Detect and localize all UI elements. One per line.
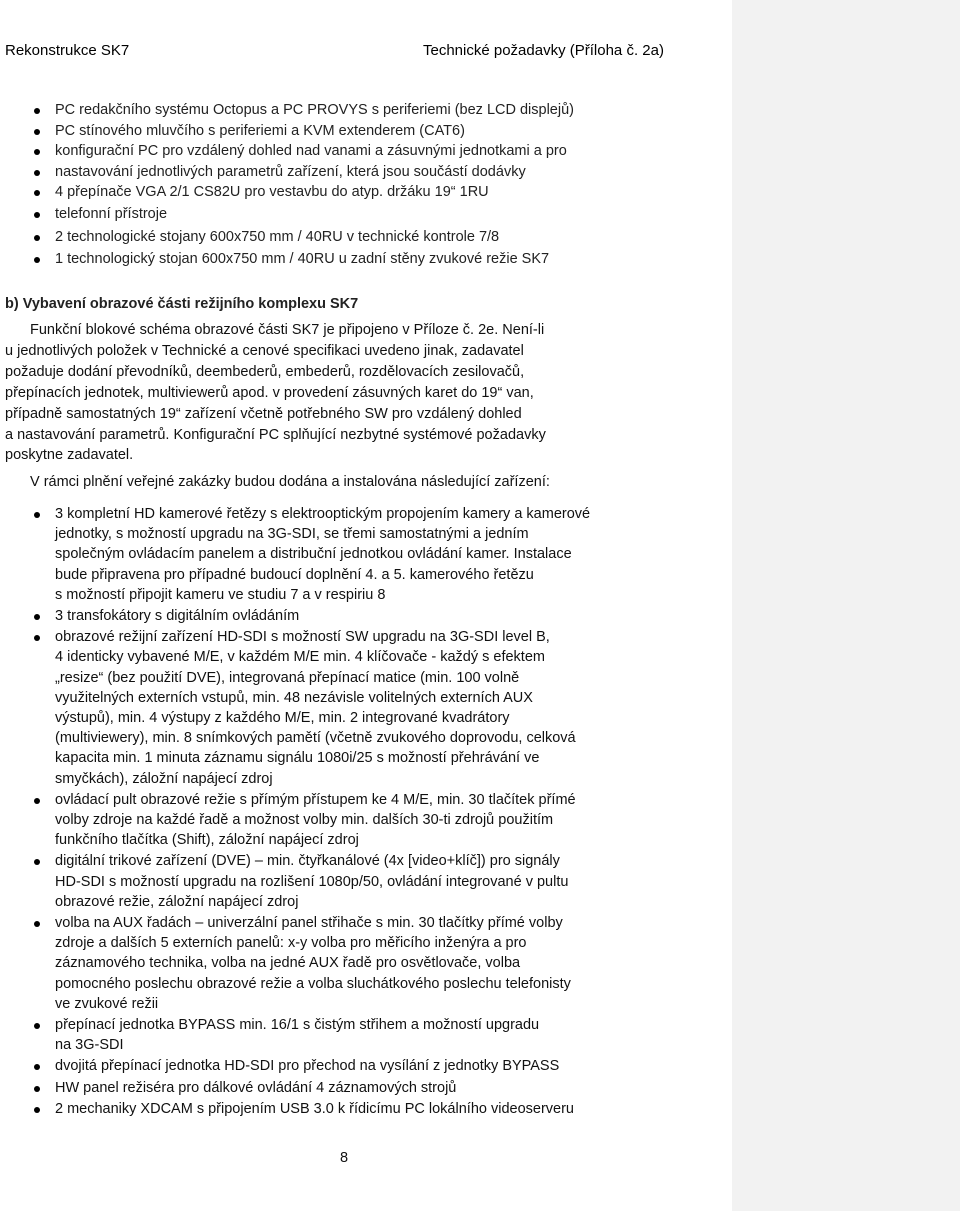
list-item [30,913,590,1014]
list-item-line: kapacita min. 1 minuta záznamu signálu 1080i/25 s možností přehrávání ve [55,750,540,767]
list-item-line: (multiviewery), min. 8 snímkových pamětí (včetně zvukového doprovodu, celková [55,730,576,747]
list-item-line: dvojitá přepínací jednotka HD-SDI pro přechod na vysílání z jednotky BYPASS [55,1058,560,1075]
list-item [30,1099,590,1119]
paragraph-line: Funkční blokové schéma obrazové části SK7 je připojeno v Příloze č. 2e. Není-li [30,322,545,338]
list-item [30,606,590,626]
list-item-line: pomocného poslechu obrazové režie a volba sluchátkového poslechu telefonisty [55,975,571,992]
list-item: PC stínového mluvčího s periferiemi a KVM extenderem (CAT6) [30,121,574,142]
list-item: nastavování jednotlivých parametrů zařízení, která jsou součástí dodávky [30,162,574,183]
list-item-line: „resize“ (bez použití DVE), integrovaná přepínací matice (min. 100 volně [55,669,520,686]
comment-sidebar [732,0,960,1211]
list-item-line: výstupů), min. 4 výstupy z každého M/E, min. 2 integrované kvadrátory [55,710,510,727]
paragraph-line: u jednotlivých položek v Technické a cenové specifikaci uvedeno jinak, zadavatel [5,342,524,359]
page-number: 8 [340,1150,349,1166]
list-item-line: bude připravena pro případné budoucí doplnění 4. a 5. kamerového řetězu [55,566,534,583]
list-item [30,504,590,605]
page-header [0,40,728,70]
list-item: 1 technologický stojan 600x750 mm / 40RU u zadní stěny zvukové režie SK7 [30,248,574,271]
list-item-line: společným ovládacím panelem a distribuční jednotkou ovládání kamer. Instalace [55,546,572,563]
list-item-line: jednotky, s možností upgradu na 3G-SDI, se třemi samostatnými a jedním [55,526,529,543]
section-heading: b) Vybavení obrazové části režijního komplexu SK7 [5,296,359,312]
list-item-line: 3 transfokátory s digitálním ovládáním [55,608,300,625]
list-item-line: smyčkách), záložní napájecí zdroj [55,770,273,787]
list-item [30,627,590,789]
list-item-line: funkčního tlačítka (Shift), záložní napájecí zdroj [55,832,359,849]
list-item [30,1015,590,1055]
list-item-line: 2 mechaniky XDCAM s připojením USB 3.0 k řídicímu PC lokálního videoserveru [55,1100,574,1117]
list-item-line: volby zdroje na každé řadě a možnost volby min. dalších 30-ti zdrojů použitím [55,812,554,829]
list-item: konfigurační PC pro vzdálený dohled nad vanami a zásuvnými jednotkami a pro [30,141,574,162]
list-item [30,1078,590,1098]
list-item-line: s možností připojit kameru ve studiu 7 a v respiriu 8 [55,586,386,603]
list-item: telefonní přístroje [30,203,574,226]
list-intro: V rámci plnění veřejné zakázky budou dodána a instalována následující zařízení: [30,474,550,490]
paragraph-line: požaduje dodání převodníků, deembederů, embederů, rozdělovacích zesilovačů, [5,363,525,380]
list-item-line: 4 identicky vybavené M/E, v každém M/E min. 4 klíčovače - každý s efektem [55,649,545,666]
list-item-line: ovládací pult obrazové režie s přímým přístupem ke 4 M/E, min. 30 tlačítek přímé [55,791,576,808]
list-item [30,851,590,912]
header-document-title: Technické požadavky (Příloha č. 2a) [423,42,664,59]
list-item: 4 přepínače VGA 2/1 CS82U pro vestavbu do atyp. držáku 19“ 1RU [30,182,574,203]
list-item-line: využitelných externích vstupů, min. 48 nezávisle volitelných externích AUX [55,689,533,706]
list-item-line: záznamového technika, volba na jedné AUX řadě pro osvětlovače, volba [55,955,521,972]
paragraph-line: poskytne zadavatel. [5,447,134,464]
list-item-line: na 3G-SDI [55,1037,124,1054]
list-item [30,1056,590,1076]
paragraph-line: přepínacích jednotek, multiviewerů apod. v provedení zásuvných karet do 19“ van, [5,384,534,401]
equipment-list-a [30,100,574,271]
list-item: PC redakčního systému Octopus a PC PROVYS s periferiemi (bez LCD displejů) [30,100,574,121]
list-item-line: ve zvukové režii [55,995,159,1012]
list-item-line: digitální trikové zařízení (DVE) – min. čtyřkanálové (4x [video+klíč]) pro signály [55,853,560,870]
equipment-list-b [30,504,590,1119]
section-paragraph [5,320,546,466]
list-item-line: HD-SDI s možností upgradu na rozlišení 1080p/50, ovládání integrované v pultu [55,873,569,890]
header-project-title: Rekonstrukce SK7 [5,42,130,59]
list-item-line: volba na AUX řadách – univerzální panel střihače s min. 30 tlačítky přímé volby [55,915,563,932]
list-item-line: obrazové režijní zařízení HD-SDI s možností SW upgradu na 3G-SDI level B, [55,629,550,646]
list-item: 2 technologické stojany 600x750 mm / 40RU v technické kontrole 7/8 [30,226,574,249]
paragraph-line: a nastavování parametrů. Konfigurační PC splňující nezbytné systémové požadavky [5,426,546,443]
list-item-line: zdroje a dalších 5 externích panelů: x-y volba pro měřicího inženýra a pro [55,935,527,952]
list-item-line: 3 kompletní HD kamerové řetězy s elektrooptickým propojením kamery a kamerové [55,506,591,522]
list-item [30,790,590,851]
list-item-line: HW panel režiséra pro dálkové ovládání 4 záznamových strojů [55,1079,457,1096]
list-item-line: obrazové režie, záložní napájecí zdroj [55,893,299,910]
paragraph-line: případně samostatných 19“ zařízení včetně potřebného SW pro vzdálený dohled [5,405,522,422]
list-item-line: přepínací jednotka BYPASS min. 16/1 s čistým střihem a možností upgradu [55,1017,540,1034]
